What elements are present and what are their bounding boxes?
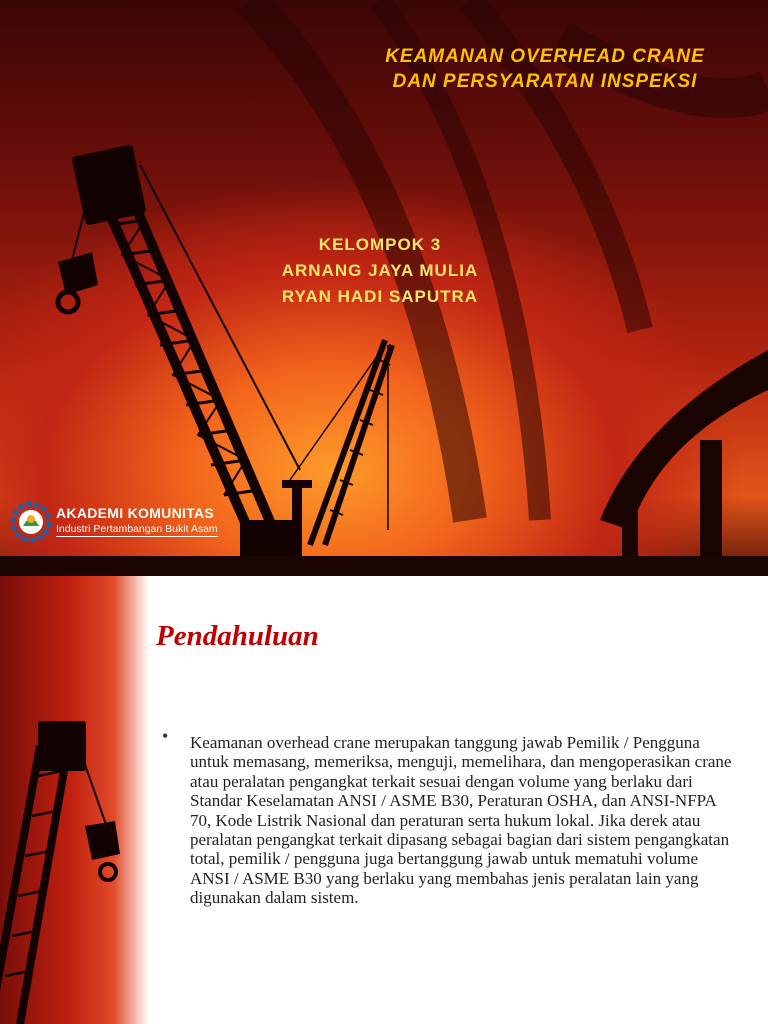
title-line-2: DAN PERSYARATAN INSPEKSI [392, 71, 698, 92]
logo-name: AKADEMI KOMUNITAS [56, 505, 215, 521]
author-name-2: RYAN HADI SAPUTRA [281, 287, 479, 306]
institution-logo [8, 497, 230, 547]
side-image-strip [0, 576, 175, 1024]
logo-subtitle: Industri Pertambangan Bukit Asam [56, 523, 218, 535]
title-line-1: KEAMANAN OVERHEAD CRANE [385, 46, 705, 67]
presentation-title [340, 44, 750, 94]
introduction-slide [0, 576, 768, 1024]
crane-side-illustration [0, 576, 175, 1024]
author-name-1: ARNANG JAYA MULIA [281, 261, 479, 280]
ground-strip [0, 556, 768, 576]
body-paragraph: Keamanan overhead crane merupakan tanggung jawab Pemilik / Pengguna untuk memasang, memeriksa, menguji, memelihara, dan mengoperasikan crane atau peralatan pengangkat terkait sesuai dengan volume yang berlaku dari Standar Keselamatan ANSI / ASME B30, Peraturan OSHA, dan ANSI-NFPA 70, Kode Listrik Nasional dan peraturan serta hukum lokal. Jika derek atau peralatan pengangkat terkait dipasang sebagai bagian dari sistem pengangkatan total, pemilik / pengguna juga bertanggung jawab untuk mematuhi volume ANSI / ASME B30 yang berlaku yang membahas jenis peralatan lain yang digunakan dalam sistem. [190, 733, 732, 908]
bullet-marker: • [162, 726, 169, 746]
group-label: KELOMPOK 3 [318, 235, 442, 254]
author-block [240, 232, 520, 310]
gear-logo-icon [8, 499, 54, 545]
slide-heading: Pendahuluan [156, 620, 319, 652]
